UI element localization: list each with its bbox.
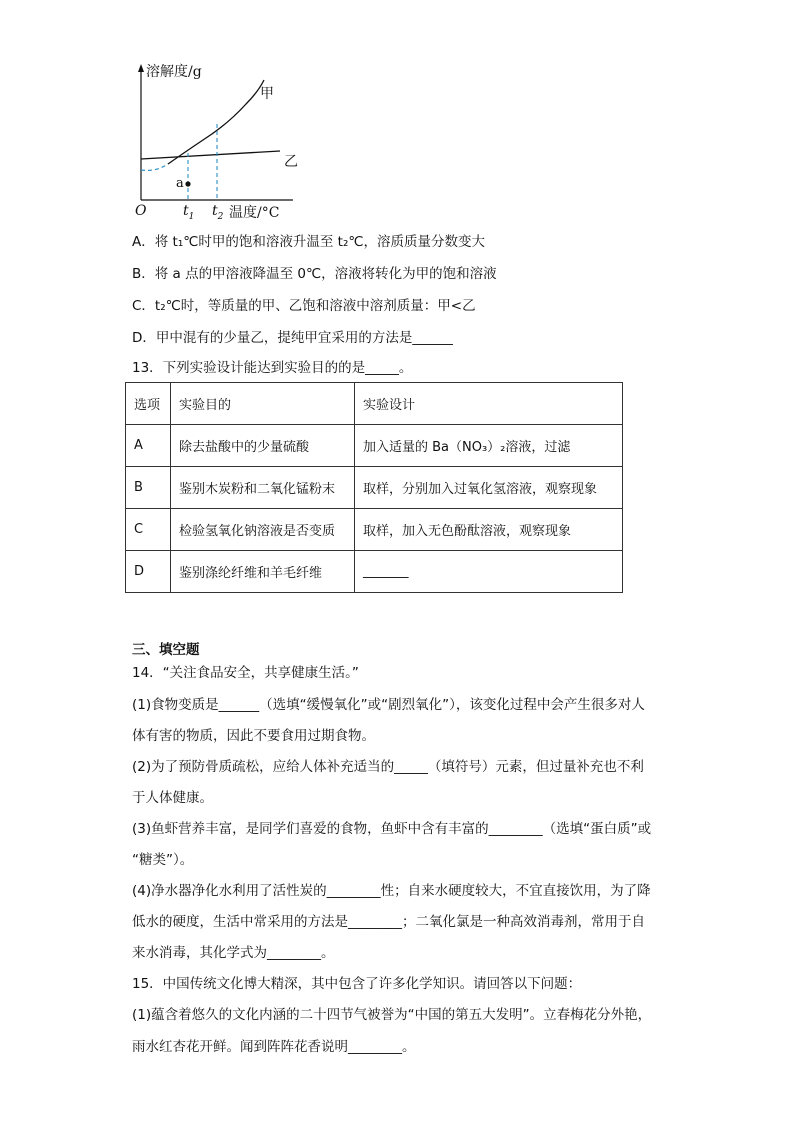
table-cell-design: 取样，加入无色酚酞溶液，观察现象 (355, 509, 623, 551)
q15-part1-line1: (1)蕴含着悠久的文化内涵的二十四节气被誉为“中国的第五大发明”。立春梅花分外艳， (132, 1007, 652, 1023)
table-row (126, 551, 623, 593)
table-cell-option: D (126, 551, 171, 593)
curve-yi (141, 151, 280, 159)
table-header-cell: 实验目的 (171, 383, 355, 425)
table-cell-goal: 鉴别木炭粉和二氧化锰粉末 (171, 467, 355, 509)
t2-label: $t_2$ (212, 203, 224, 222)
q14-part2-line2: 于人体健康。 (132, 790, 213, 806)
point-a-label: a (176, 176, 184, 191)
table-cell-goal: 除去盐酸中的少量硫酸 (171, 425, 355, 467)
table-row (126, 467, 623, 509)
table-header-row (126, 383, 623, 425)
option-d: D．甲中混有的少量乙，提纯甲宜采用的方法是______ (132, 330, 453, 346)
q14-part4-line2: 低水的硬度，生活中常采用的方法是________；二氧化氯是一种高效消毒剂，常用于自 (132, 914, 645, 930)
table-cell-goal: 检验氢氧化钠溶液是否变质 (171, 509, 355, 551)
y-axis-arrow (138, 64, 144, 72)
q14-part4-line3: 来水消毒，其化学式为________。 (132, 945, 335, 961)
t1-label: $t_1$ (183, 203, 195, 222)
section-heading: 三、填空题 (132, 642, 200, 658)
table-cell-design: 加入适量的 Ba（NO₃）₂溶液，过滤 (355, 425, 623, 467)
table-cell-option: A (126, 425, 171, 467)
option-b: B．将 a 点的甲溶液降温至 0℃，溶液将转化为甲的饱和溶液 (132, 266, 497, 282)
experiment-table (125, 382, 623, 593)
solubility-graph-svg (128, 60, 298, 225)
q14-part3-line2: “糖类”）。 (132, 852, 194, 868)
curve-jia-dashed (141, 164, 168, 170)
q14-part1-line1: (1)食物变质是______（选填“缓慢氧化”或“剧烈氧化”），该变化过程中会产生很多对人 (132, 697, 645, 713)
curve-jia-label: 甲 (260, 86, 274, 102)
q14-stem: 14．“关注食品安全，共享健康生活。” (132, 665, 359, 681)
table-cell-option: B (126, 467, 171, 509)
table-cell-goal: 鉴别涤纶纤维和羊毛纤维 (171, 551, 355, 593)
q14-part3-line1: (3)鱼虾营养丰富，是同学们喜爱的食物，鱼虾中含有丰富的________（选填“蛋白质”或 (132, 821, 652, 837)
table-cell-design: _______ (355, 551, 623, 593)
table-cell-design: 取样，分别加入过氧化氢溶液，观察现象 (355, 467, 623, 509)
table-row (126, 509, 623, 551)
q15-part1-line2: 雨水红杏花开鲜。闻到阵阵花香说明________。 (132, 1039, 416, 1055)
curve-jia (168, 80, 264, 164)
option-c: C．t₂℃时，等质量的甲、乙饱和溶液中溶剂质量：甲<乙 (132, 298, 476, 314)
option-a: A．将 t₁℃时甲的饱和溶液升温至 t₂℃，溶质质量分数变大 (132, 234, 486, 250)
table-header-cell: 实验设计 (355, 383, 623, 425)
table-cell-option: C (126, 509, 171, 551)
q14-part4-line1: (4)净水器净化水利用了活性炭的________性；自来水硬度较大，不宜直接饮用，为了降 (132, 883, 651, 899)
q14-part1-line2: 体有害的物质，因此不要食用过期食物。 (132, 728, 375, 744)
q15-stem: 15．中国传统文化博大精深，其中包含了许多化学知识。请回答以下问题： (132, 976, 582, 992)
table-header-cell: 选项 (126, 383, 171, 425)
table-row (126, 425, 623, 467)
y-axis-label: 溶解度/g (146, 64, 202, 80)
q14-part2-line1: (2)为了预防骨质疏松，应给人体补充适当的_____（填符号）元素，但过量补充也不利 (132, 759, 644, 775)
curve-yi-label: 乙 (284, 154, 298, 170)
x-axis-label: 温度/°C (229, 205, 280, 221)
point-a (185, 181, 190, 186)
q13-stem: 13．下列实验设计能达到实验目的的是_____。 (132, 360, 413, 376)
solubility-graph (128, 60, 298, 225)
origin-label: O (135, 203, 147, 219)
